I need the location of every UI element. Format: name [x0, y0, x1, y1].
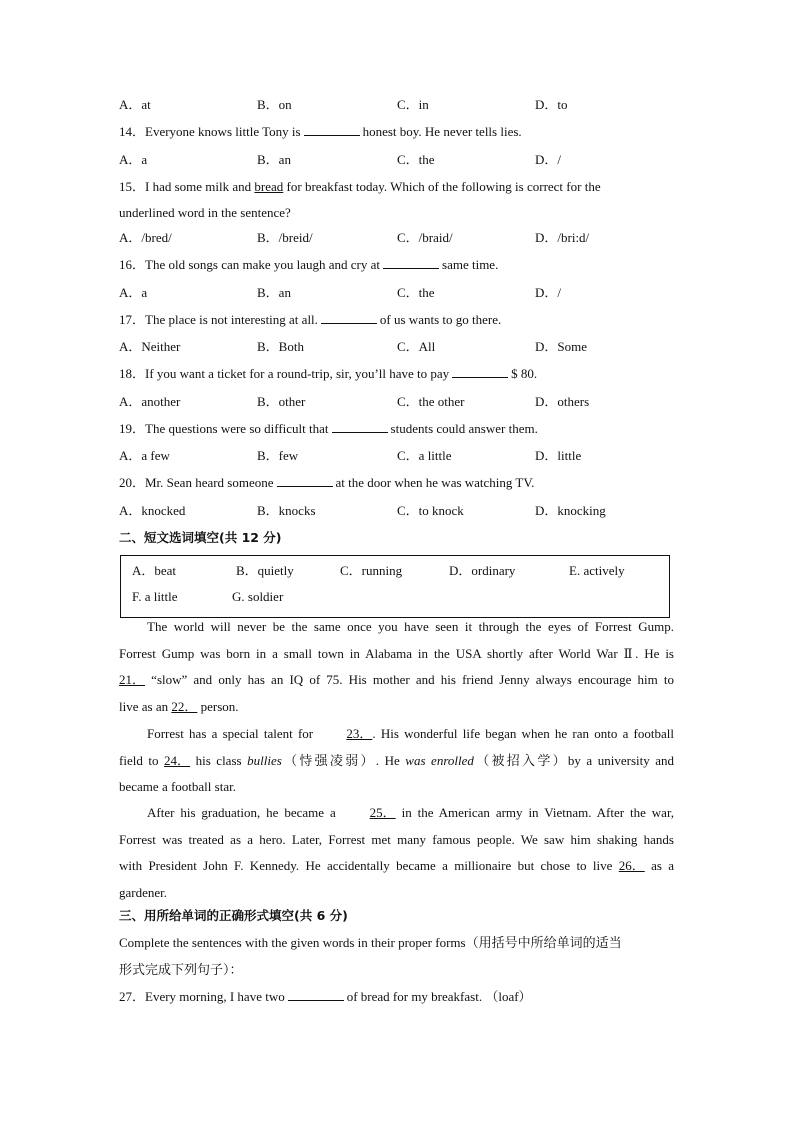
option-b: B．on [257, 97, 292, 112]
passage-paragraph-3: After his graduation, he became a 25． in the American army in Vietnam. After the war, Forrest was treated as a hero. Later, Forrest met many famous people. We saw him shaking hands with President John F. Kennedy. He accidentally became a millionaire but chose to live 26． as a gardener. [119, 805, 675, 900]
blank-24: 24． [164, 752, 191, 768]
word-bank-item: D．ordinary [449, 563, 516, 578]
option-d: D．/ [535, 285, 562, 300]
question-19: 19．The questions were so difficult that students could answer them. [119, 421, 538, 436]
passage-paragraph-2: Forrest has a special talent for 23．. His wonderful life began when he ran onto a football field to 24． his class bullies（恃强凌弱）. He was enrolled（被招入学）by a university and became a football star. [119, 726, 675, 794]
option-a: A．another [119, 394, 181, 409]
q16-options [119, 285, 679, 301]
section-3-instruction: Complete the sentences with the given words in their proper forms（用括号中所给单词的适当 [119, 935, 622, 950]
option-d: D．knocking [535, 503, 606, 518]
question-15-line2: underlined word in the sentence? [119, 205, 291, 220]
word-bank-item: A．beat [132, 563, 177, 578]
option-d: D．Some [535, 339, 588, 354]
question-20: 20．Mr. Sean heard someone at the door when he was watching TV. [119, 475, 535, 490]
option-d: D．/bri:d/ [535, 230, 590, 245]
option-b: B．an [257, 152, 291, 167]
option-d: D．others [535, 394, 590, 409]
q14-options [119, 152, 679, 168]
answer-blank [321, 312, 377, 324]
option-b: B．/breid/ [257, 230, 313, 245]
q19-options [119, 448, 679, 464]
option-a: A．knocked [119, 503, 186, 518]
option-c: C．in [397, 97, 429, 112]
option-c: C．the other [397, 394, 465, 409]
option-c: C．All [397, 339, 436, 354]
blank-21: 21． [119, 672, 146, 687]
q17-options [119, 339, 679, 355]
option-a: A．a [119, 285, 148, 300]
option-a: A．a [119, 152, 148, 167]
option-c: C．the [397, 285, 435, 300]
q15-options [119, 230, 679, 246]
section-3-title: 三、用所给单词的正确形式填空(共 6 分) [119, 908, 348, 923]
option-a: A．/bred/ [119, 230, 172, 245]
word-bank-item: F. a little [132, 589, 178, 604]
answer-blank [304, 124, 360, 136]
option-d: D．/ [535, 152, 562, 167]
option-d: D．to [535, 97, 568, 112]
option-b: B．knocks [257, 503, 316, 518]
q18-options [119, 394, 679, 410]
word-bank-box [120, 555, 670, 618]
option-b: B．Both [257, 339, 304, 354]
question-17: 17．The place is not interesting at all. of us wants to go there. [119, 312, 502, 327]
word-bank-item: G. soldier [232, 589, 284, 604]
q13-options [119, 97, 679, 113]
option-c: C．/braid/ [397, 230, 453, 245]
option-c: C．to knock [397, 503, 464, 518]
option-b: B．an [257, 285, 291, 300]
answer-blank [332, 421, 388, 433]
question-27: 27．Every morning, I have two of bread for my breakfast. （loaf） [119, 989, 532, 1004]
option-d: D．little [535, 448, 582, 463]
word-bank-item: C．running [340, 563, 403, 578]
option-b: B．other [257, 394, 306, 409]
question-16: 16．The old songs can make you laugh and cry at same time. [119, 257, 499, 272]
option-a: A．a few [119, 448, 170, 463]
word-bank-item: E. actively [569, 563, 625, 578]
answer-blank [383, 257, 439, 269]
option-c: C．a little [397, 448, 452, 463]
q20-options [119, 503, 679, 519]
blank-26: 26． [618, 858, 645, 873]
option-a: A．Neither [119, 339, 181, 354]
question-18: 18．If you want a ticket for a round-trip, sir, you’ll have to pay $ 80. [119, 366, 538, 381]
question-15: 15．I had some milk and bread for breakfast today. Which of the following is correct for the [119, 179, 601, 194]
answer-blank [288, 989, 344, 1001]
section-3-instruction-line2: 形式完成下列句子）： [119, 962, 243, 977]
option-a: A．at [119, 97, 151, 112]
blank-25: 25． [369, 805, 396, 820]
blank-22: 22． [171, 698, 198, 714]
underlined-word: bread [254, 179, 284, 194]
answer-blank [452, 366, 508, 378]
option-b: B．few [257, 448, 299, 463]
word-bank-item: B．quietly [236, 563, 294, 578]
question-14: 14．Everyone knows little Tony is honest boy. He never tells lies. [119, 124, 522, 139]
option-c: C．the [397, 152, 435, 167]
passage-paragraph-1: The world will never be the same once you have seen it through the eyes of Forrest Gump. Forrest Gump was born in a small town in Alabama in the USA shortly after World War Ⅱ. He is 21． “slow” and only has an IQ of 75. His mother and his friend Jenny always encourage him to live as an 22． person. [119, 619, 675, 714]
answer-blank [277, 475, 333, 487]
section-2-title: 二、短文选词填空(共 12 分) [119, 530, 282, 545]
blank-23: 23． [346, 726, 373, 741]
